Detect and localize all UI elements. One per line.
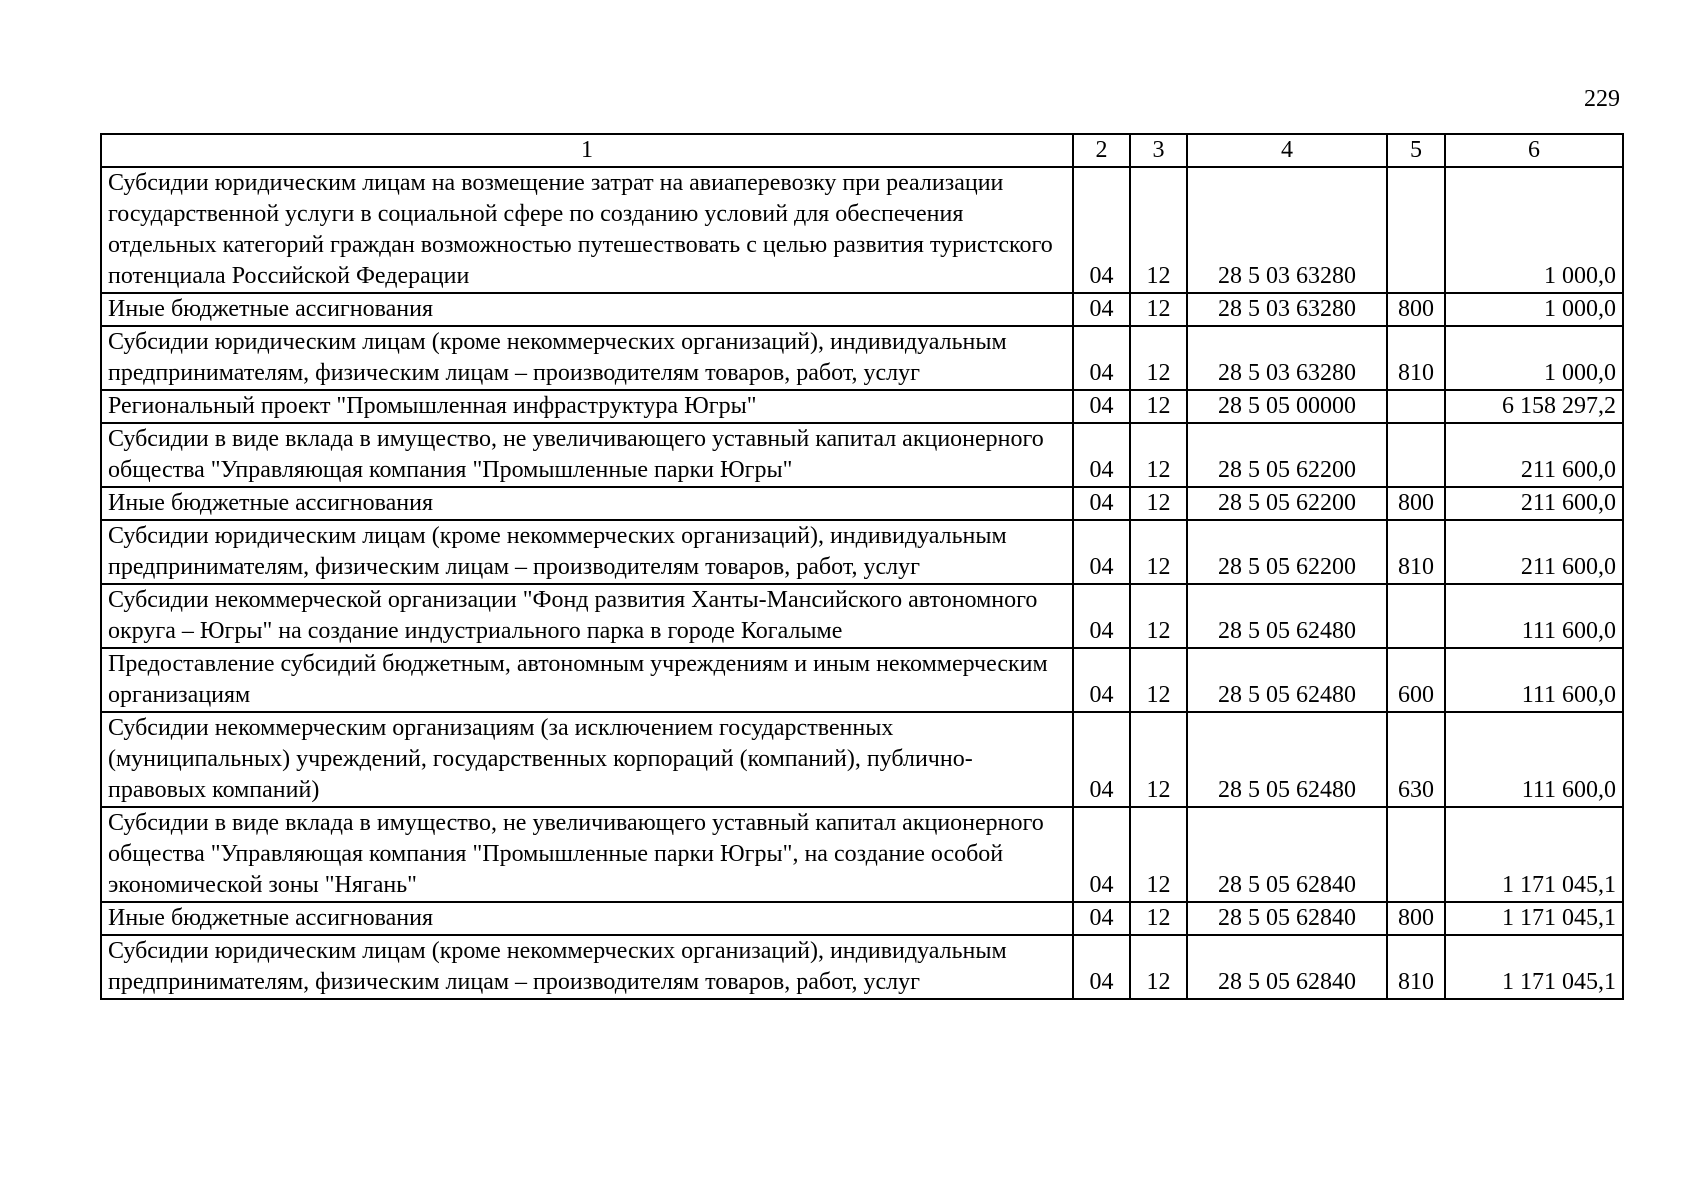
header-col-5: 5 xyxy=(1387,134,1445,167)
header-col-3: 3 xyxy=(1130,134,1187,167)
budget-table xyxy=(100,133,1624,1000)
row-sum-cell: 1 000,0 xyxy=(1445,167,1623,293)
row-sum-cell: 111 600,0 xyxy=(1445,584,1623,648)
row-target-article-cell: 28 5 03 63280 xyxy=(1187,167,1387,293)
row-section-cell: 04 xyxy=(1073,167,1130,293)
row-subsection-cell: 12 xyxy=(1130,902,1187,935)
row-expense-type-cell: 810 xyxy=(1387,935,1445,999)
row-name-cell: Субсидии некоммерческим организациям (за исключением государственных (муниципальных) учреждений, государственных корпораций (компаний), публично-правовых компаний) xyxy=(101,712,1073,807)
row-target-article-cell: 28 5 05 62840 xyxy=(1187,902,1387,935)
row-section-cell: 04 xyxy=(1073,902,1130,935)
row-target-article-cell: 28 5 03 63280 xyxy=(1187,293,1387,326)
row-section-cell: 04 xyxy=(1073,807,1130,902)
row-section-cell: 04 xyxy=(1073,935,1130,999)
table-row xyxy=(101,712,1623,807)
row-subsection-cell: 12 xyxy=(1130,712,1187,807)
row-name-cell: Иные бюджетные ассигнования xyxy=(101,293,1073,326)
row-name-cell: Субсидии в виде вклада в имущество, не увеличивающего уставный капитал акционерного общества "Управляющая компания "Промышленные парки Югры" xyxy=(101,423,1073,487)
row-target-article-cell: 28 5 03 63280 xyxy=(1187,326,1387,390)
row-sum-cell: 111 600,0 xyxy=(1445,648,1623,712)
row-sum-cell: 211 600,0 xyxy=(1445,520,1623,584)
row-section-cell: 04 xyxy=(1073,648,1130,712)
row-sum-cell: 1 000,0 xyxy=(1445,293,1623,326)
table-row xyxy=(101,935,1623,999)
row-subsection-cell: 12 xyxy=(1130,423,1187,487)
row-sum-cell: 6 158 297,2 xyxy=(1445,390,1623,423)
row-expense-type-cell: 600 xyxy=(1387,648,1445,712)
row-name-cell: Предоставление субсидий бюджетным, автономным учреждениям и иным некоммерческим организациям xyxy=(101,648,1073,712)
row-target-article-cell: 28 5 05 62200 xyxy=(1187,520,1387,584)
table-row xyxy=(101,584,1623,648)
row-expense-type-cell: 810 xyxy=(1387,326,1445,390)
row-subsection-cell: 12 xyxy=(1130,807,1187,902)
table-row xyxy=(101,902,1623,935)
row-target-article-cell: 28 5 05 62480 xyxy=(1187,712,1387,807)
header-col-2: 2 xyxy=(1073,134,1130,167)
row-name-cell: Субсидии юридическим лицам на возмещение затрат на авиаперевозку при реализации государственной услуги в социальной сфере по созданию условий для обеспечения отдельных категорий граждан возможностью путешествовать с целью развития туристского потенциала Российской Федерации xyxy=(101,167,1073,293)
row-expense-type-cell xyxy=(1387,807,1445,902)
row-section-cell: 04 xyxy=(1073,584,1130,648)
row-sum-cell: 211 600,0 xyxy=(1445,423,1623,487)
row-sum-cell: 1 171 045,1 xyxy=(1445,902,1623,935)
table-row xyxy=(101,326,1623,390)
row-subsection-cell: 12 xyxy=(1130,167,1187,293)
row-section-cell: 04 xyxy=(1073,293,1130,326)
row-expense-type-cell: 810 xyxy=(1387,520,1445,584)
row-subsection-cell: 12 xyxy=(1130,390,1187,423)
row-section-cell: 04 xyxy=(1073,487,1130,520)
row-target-article-cell: 28 5 05 62840 xyxy=(1187,807,1387,902)
row-expense-type-cell: 800 xyxy=(1387,487,1445,520)
header-col-4: 4 xyxy=(1187,134,1387,167)
row-subsection-cell: 12 xyxy=(1130,648,1187,712)
row-name-cell: Субсидии юридическим лицам (кроме некоммерческих организаций), индивидуальным предпринимателям, физическим лицам – производителям товаров, работ, услуг xyxy=(101,520,1073,584)
table-row xyxy=(101,487,1623,520)
row-name-cell: Субсидии в виде вклада в имущество, не увеличивающего уставный капитал акционерного общества "Управляющая компания "Промышленные парки Югры", на создание особой экономической зоны "Нягань" xyxy=(101,807,1073,902)
row-expense-type-cell xyxy=(1387,423,1445,487)
row-sum-cell: 211 600,0 xyxy=(1445,487,1623,520)
table-header-row xyxy=(101,134,1623,167)
row-expense-type-cell: 630 xyxy=(1387,712,1445,807)
table-row xyxy=(101,390,1623,423)
row-sum-cell: 1 000,0 xyxy=(1445,326,1623,390)
row-sum-cell: 1 171 045,1 xyxy=(1445,935,1623,999)
row-subsection-cell: 12 xyxy=(1130,520,1187,584)
row-target-article-cell: 28 5 05 00000 xyxy=(1187,390,1387,423)
row-name-cell: Субсидии некоммерческой организации "Фонд развития Ханты-Мансийского автономного округа – Югры" на создание индустриального парка в городе Когалыме xyxy=(101,584,1073,648)
row-name-cell: Субсидии юридическим лицам (кроме некоммерческих организаций), индивидуальным предпринимателям, физическим лицам – производителям товаров, работ, услуг xyxy=(101,935,1073,999)
row-section-cell: 04 xyxy=(1073,423,1130,487)
row-expense-type-cell xyxy=(1387,390,1445,423)
page-number: 229 xyxy=(1584,86,1620,112)
row-target-article-cell: 28 5 05 62840 xyxy=(1187,935,1387,999)
row-name-cell: Региональный проект "Промышленная инфраструктура Югры" xyxy=(101,390,1073,423)
table-row xyxy=(101,423,1623,487)
row-sum-cell: 1 171 045,1 xyxy=(1445,807,1623,902)
header-col-6: 6 xyxy=(1445,134,1623,167)
row-subsection-cell: 12 xyxy=(1130,326,1187,390)
row-target-article-cell: 28 5 05 62480 xyxy=(1187,648,1387,712)
row-subsection-cell: 12 xyxy=(1130,293,1187,326)
row-name-cell: Иные бюджетные ассигнования xyxy=(101,487,1073,520)
row-section-cell: 04 xyxy=(1073,390,1130,423)
row-expense-type-cell: 800 xyxy=(1387,293,1445,326)
row-expense-type-cell: 800 xyxy=(1387,902,1445,935)
row-expense-type-cell xyxy=(1387,167,1445,293)
row-section-cell: 04 xyxy=(1073,520,1130,584)
row-subsection-cell: 12 xyxy=(1130,487,1187,520)
table-row xyxy=(101,807,1623,902)
table-row xyxy=(101,293,1623,326)
row-sum-cell: 111 600,0 xyxy=(1445,712,1623,807)
table-row xyxy=(101,520,1623,584)
row-expense-type-cell xyxy=(1387,584,1445,648)
table-row xyxy=(101,167,1623,293)
row-name-cell: Субсидии юридическим лицам (кроме некоммерческих организаций), индивидуальным предпринимателям, физическим лицам – производителям товаров, работ, услуг xyxy=(101,326,1073,390)
row-section-cell: 04 xyxy=(1073,712,1130,807)
row-subsection-cell: 12 xyxy=(1130,935,1187,999)
row-name-cell: Иные бюджетные ассигнования xyxy=(101,902,1073,935)
header-col-1: 1 xyxy=(101,134,1073,167)
row-target-article-cell: 28 5 05 62480 xyxy=(1187,584,1387,648)
row-target-article-cell: 28 5 05 62200 xyxy=(1187,423,1387,487)
table-row xyxy=(101,648,1623,712)
row-section-cell: 04 xyxy=(1073,326,1130,390)
row-subsection-cell: 12 xyxy=(1130,584,1187,648)
row-target-article-cell: 28 5 05 62200 xyxy=(1187,487,1387,520)
